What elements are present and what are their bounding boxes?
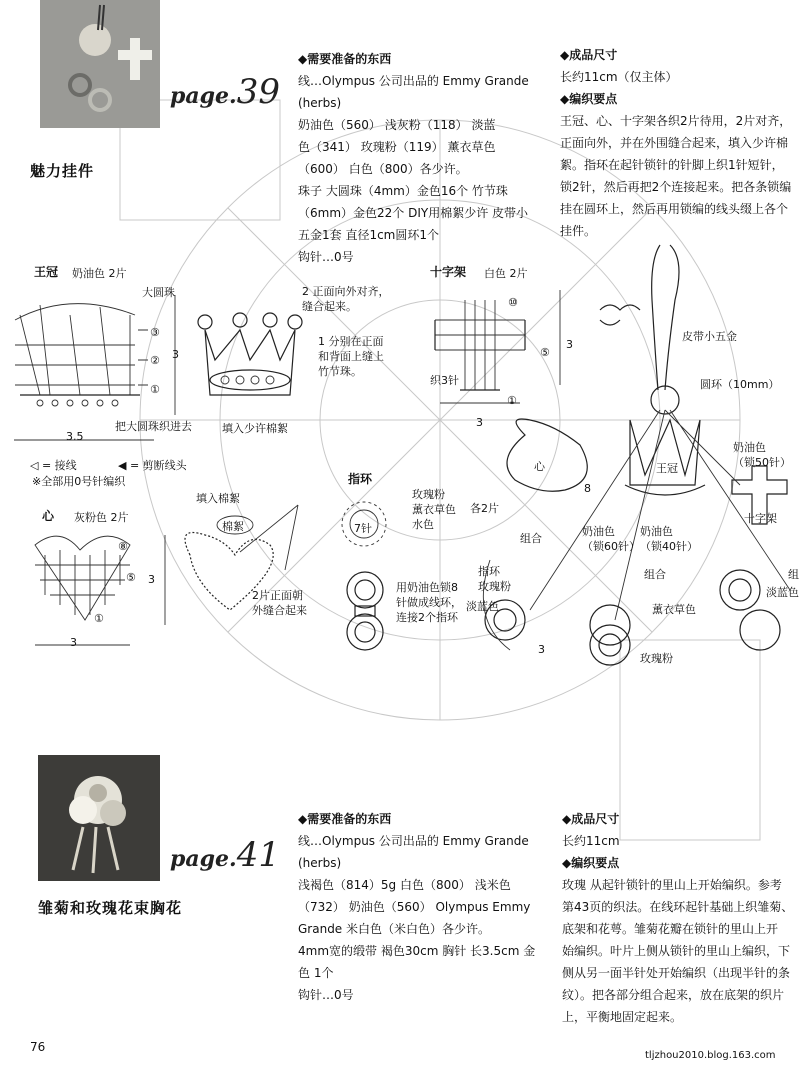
materials-line: 线…Olympus 公司出品的 Emmy Grande — [298, 74, 529, 88]
ring-colors — [412, 487, 456, 532]
materials-line: 4mm宽的缎带 褐色30cm 胸针 长3.5cm 金 — [298, 944, 536, 958]
cross-mark-5: ⑤ — [540, 346, 550, 359]
materials-list — [298, 830, 548, 1006]
materials-line: (herbs) — [298, 856, 342, 870]
cream50-label — [733, 440, 791, 470]
page-label-41 — [170, 835, 280, 875]
cut-legend: ◀ = 剪断线头 — [118, 459, 187, 472]
size-heading: ◆成品尺寸 — [560, 48, 618, 62]
heart-mark-8: ⑧ — [118, 540, 128, 553]
heart-title: 心 — [42, 509, 55, 523]
finger-rose-line: 玫瑰粉 — [478, 580, 511, 593]
crown-width-dim: 3.5 — [66, 430, 84, 443]
light-blue-left: 淡蓝色 — [466, 600, 499, 613]
points-line: 正面向外，并在外围缝合起来，填入少许棉 — [560, 136, 789, 150]
heart-sew-line: 2片正面朝 — [252, 589, 303, 602]
points-line: 王冠、心、十字架各织2片待用，2片对齐， — [560, 114, 792, 128]
fill-cotton-label: 填入棉絮 — [196, 492, 240, 505]
bead-in-note: 把大圆珠织进去 — [115, 420, 192, 433]
materials-line: 浅褐色（814）5g 白色（800） 浅米色 — [298, 878, 511, 892]
points-line: 玫瑰 从起针锁针的里山上开始编织。参考 — [562, 878, 782, 892]
points-line: 挂件。 — [560, 224, 597, 238]
materials-line: 钩针…0号 — [298, 988, 354, 1002]
combo-label-right: 组 — [788, 568, 799, 581]
crown-color: 奶油色 2片 — [72, 267, 127, 280]
cross-mark-1: ① — [507, 394, 517, 407]
finger-rose-line: 指环 — [478, 565, 500, 578]
page-prefix: page. — [170, 83, 237, 109]
crown-width-arrow — [14, 437, 154, 443]
finger-rose-label — [478, 564, 511, 594]
crown-sew-line: 缝合起来。 — [302, 300, 357, 313]
cream40-label — [640, 524, 698, 554]
lavender-label: 薰衣草色 — [652, 603, 696, 616]
size-text: 长约11cm — [562, 834, 620, 848]
length-8-label: 8 — [584, 482, 591, 495]
size-text: 长约11cm（仅主体） — [560, 70, 678, 84]
cross-color: 白色 2片 — [484, 267, 528, 280]
points-list — [562, 874, 800, 1028]
materials-line: 珠子 大圆珠（4mm）金色16个 竹节珠 — [298, 184, 508, 198]
materials-line: （6mm）金色22个 DIY用棉絮少许 皮带小 — [298, 206, 529, 220]
materials-line: 钩针…0号 — [298, 250, 354, 264]
cross-mark-10: ⑩ — [508, 296, 518, 309]
points-line: 侧从另一面半针处开始编织（出现半针的条 — [562, 966, 791, 980]
cream40-line: （锁40针） — [640, 540, 698, 553]
materials-line: 色 1个 — [298, 966, 334, 980]
page-number: 39 — [236, 72, 280, 112]
heart-height-dim: 3 — [148, 573, 155, 586]
section-title-charm: 魅力挂件 — [30, 162, 95, 180]
product-photo-charm — [40, 0, 160, 128]
ring-pair-illustration — [335, 568, 405, 658]
cream60-line: 奶油色 — [582, 525, 615, 538]
strap-label: 皮带小五金 — [682, 330, 737, 343]
cream60-line: （锁60针） — [582, 540, 640, 553]
materials-heading: ◆需要准备的东西 — [298, 52, 392, 66]
row-mark-1: ① — [150, 383, 160, 396]
heart-color: 灰粉色 2片 — [74, 511, 129, 524]
points-line: 挂在圆环上，然后再用锁编的线头缀上各个 — [560, 202, 789, 216]
points-line: 纹）。把各部分组合起来，放在底架的织片 — [562, 988, 785, 1002]
page-prefix: page. — [170, 846, 237, 872]
ring-color-line: 水色 — [412, 518, 434, 531]
materials-heading: ◆需要准备的东西 — [298, 812, 392, 826]
points-line: 底架和花萼。雏菊花瓣在锁针的里山上开 — [562, 922, 779, 936]
heart-stitch-chart — [20, 525, 180, 655]
cream50-line: （锁50针） — [733, 456, 791, 469]
heart-mark-1: ① — [94, 612, 104, 625]
points-list — [560, 110, 800, 242]
points-line: 锁2针，然后再把2个连接起来。把各条锁编 — [560, 180, 792, 194]
materials-line: （600） 白色（800）各少许。 — [298, 162, 468, 176]
crown-bead-line: 和背面上缝上 — [318, 350, 384, 363]
ring10-label: 圆环（10mm） — [700, 378, 780, 391]
cross-chain-note: 织3针 — [430, 374, 459, 387]
crown-title: 王冠 — [34, 265, 59, 279]
combo-label-left: 组合 — [520, 532, 542, 545]
crown-bead-line: 竹节珠。 — [318, 365, 362, 378]
materials-line: 线…Olympus 公司出品的 Emmy Grande — [298, 834, 529, 848]
crown-bead-line: 1 分别在正面 — [318, 335, 384, 348]
points-heading: ◆编织要点 — [562, 856, 620, 870]
crown-sew-note — [302, 284, 390, 314]
materials-block-top — [298, 50, 548, 268]
ring-count: 各2片 — [470, 502, 499, 515]
ring-link-note — [396, 580, 462, 625]
crown-height-dim: 3 — [172, 348, 179, 361]
crown-assembled-illustration — [195, 300, 305, 415]
hook-note: ※全部用0号针编织 — [32, 475, 126, 488]
big-bead-label: 大圆珠 — [142, 286, 175, 299]
page-folio: 76 — [30, 1040, 46, 1054]
combo-label-mid: 组合 — [644, 568, 666, 581]
materials-line: （732） 奶油色（560） Olympus Emmy — [298, 900, 531, 914]
crown-sew-line: 2 正面向外对齐， — [302, 285, 390, 298]
rose-label: 玫瑰粉 — [640, 652, 673, 665]
ring-link-line: 针做成线环， — [396, 596, 462, 609]
finish-block-bottom — [562, 810, 800, 1028]
materials-line: (herbs) — [298, 96, 342, 110]
assembly-illustration — [470, 240, 800, 700]
ring-color-line: 薰衣草色 — [412, 503, 456, 516]
light-blue-right: 淡蓝色 — [766, 586, 799, 599]
crown-stitch-chart — [10, 285, 190, 425]
heart-mark-5: ⑤ — [126, 571, 136, 584]
row-mark-2: ② — [150, 354, 160, 367]
heart-part-label: 心 — [534, 460, 545, 473]
materials-line: 奶油色（560） 浅灰粉（118） 淡蓝 — [298, 118, 496, 132]
materials-block-bottom — [298, 810, 548, 1006]
cross-height-dim: 3 — [566, 338, 573, 351]
crown-part-label: 王冠 — [656, 462, 678, 475]
points-line: 上，平衡地固定起来。 — [562, 1010, 683, 1024]
product-photo-corsage — [38, 755, 160, 881]
heart-sew-line: 外缝合起来 — [252, 604, 307, 617]
materials-line: 五金1套 直径1cm圆环1个 — [298, 228, 440, 242]
crown-bead-note — [318, 334, 384, 379]
ring-color-line: 玫瑰粉 — [412, 488, 445, 501]
heart-width-dim: 3 — [70, 636, 77, 649]
page-number: 41 — [236, 835, 280, 875]
materials-list — [298, 70, 548, 268]
crown-fill-note: 填入少许棉絮 — [222, 422, 288, 435]
ring-link-line: 连接2个指环 — [396, 611, 458, 624]
points-line: 第43页的织法。在线环起针基础上织雏菊、 — [562, 900, 794, 914]
ring-link-line: 用奶油色锁8 — [396, 581, 458, 594]
heart-sew-note — [252, 588, 307, 618]
size-heading: ◆成品尺寸 — [562, 812, 620, 826]
cross-width-dim: 3 — [476, 416, 483, 429]
points-line: 始编织。叶片上侧从锁针的里山上编织，下 — [562, 944, 791, 958]
materials-line: 色（341） 玫瑰粉（119） 薰衣草色 — [298, 140, 496, 154]
cream40-line: 奶油色 — [640, 525, 673, 538]
ring-title: 指环 — [348, 472, 373, 486]
cross-part-label: 十字架 — [744, 512, 777, 525]
join-legend: ◁ = 接线 — [30, 459, 77, 472]
cream50-line: 奶油色 — [733, 441, 766, 454]
ring-chain-count: 7针 — [354, 522, 372, 535]
points-heading: ◆编织要点 — [560, 92, 618, 106]
cotton-label: 棉絮 — [222, 520, 244, 533]
cross-title: 十字架 — [430, 265, 467, 279]
cream60-label — [582, 524, 640, 554]
section-title-corsage: 雏菊和玫瑰花束胸花 — [38, 899, 183, 917]
row-mark-3: ③ — [150, 326, 160, 339]
materials-line: Grande 米白色（米白色）各少许。 — [298, 922, 491, 936]
ring-dim-3: 3 — [538, 643, 545, 656]
finish-block-top — [560, 46, 800, 242]
site-watermark: tljzhou2010.blog.163.com — [645, 1050, 776, 1061]
page-label-39 — [170, 72, 280, 112]
points-line: 絮。指环在起针锁针的针脚上织1针短针， — [560, 158, 784, 172]
